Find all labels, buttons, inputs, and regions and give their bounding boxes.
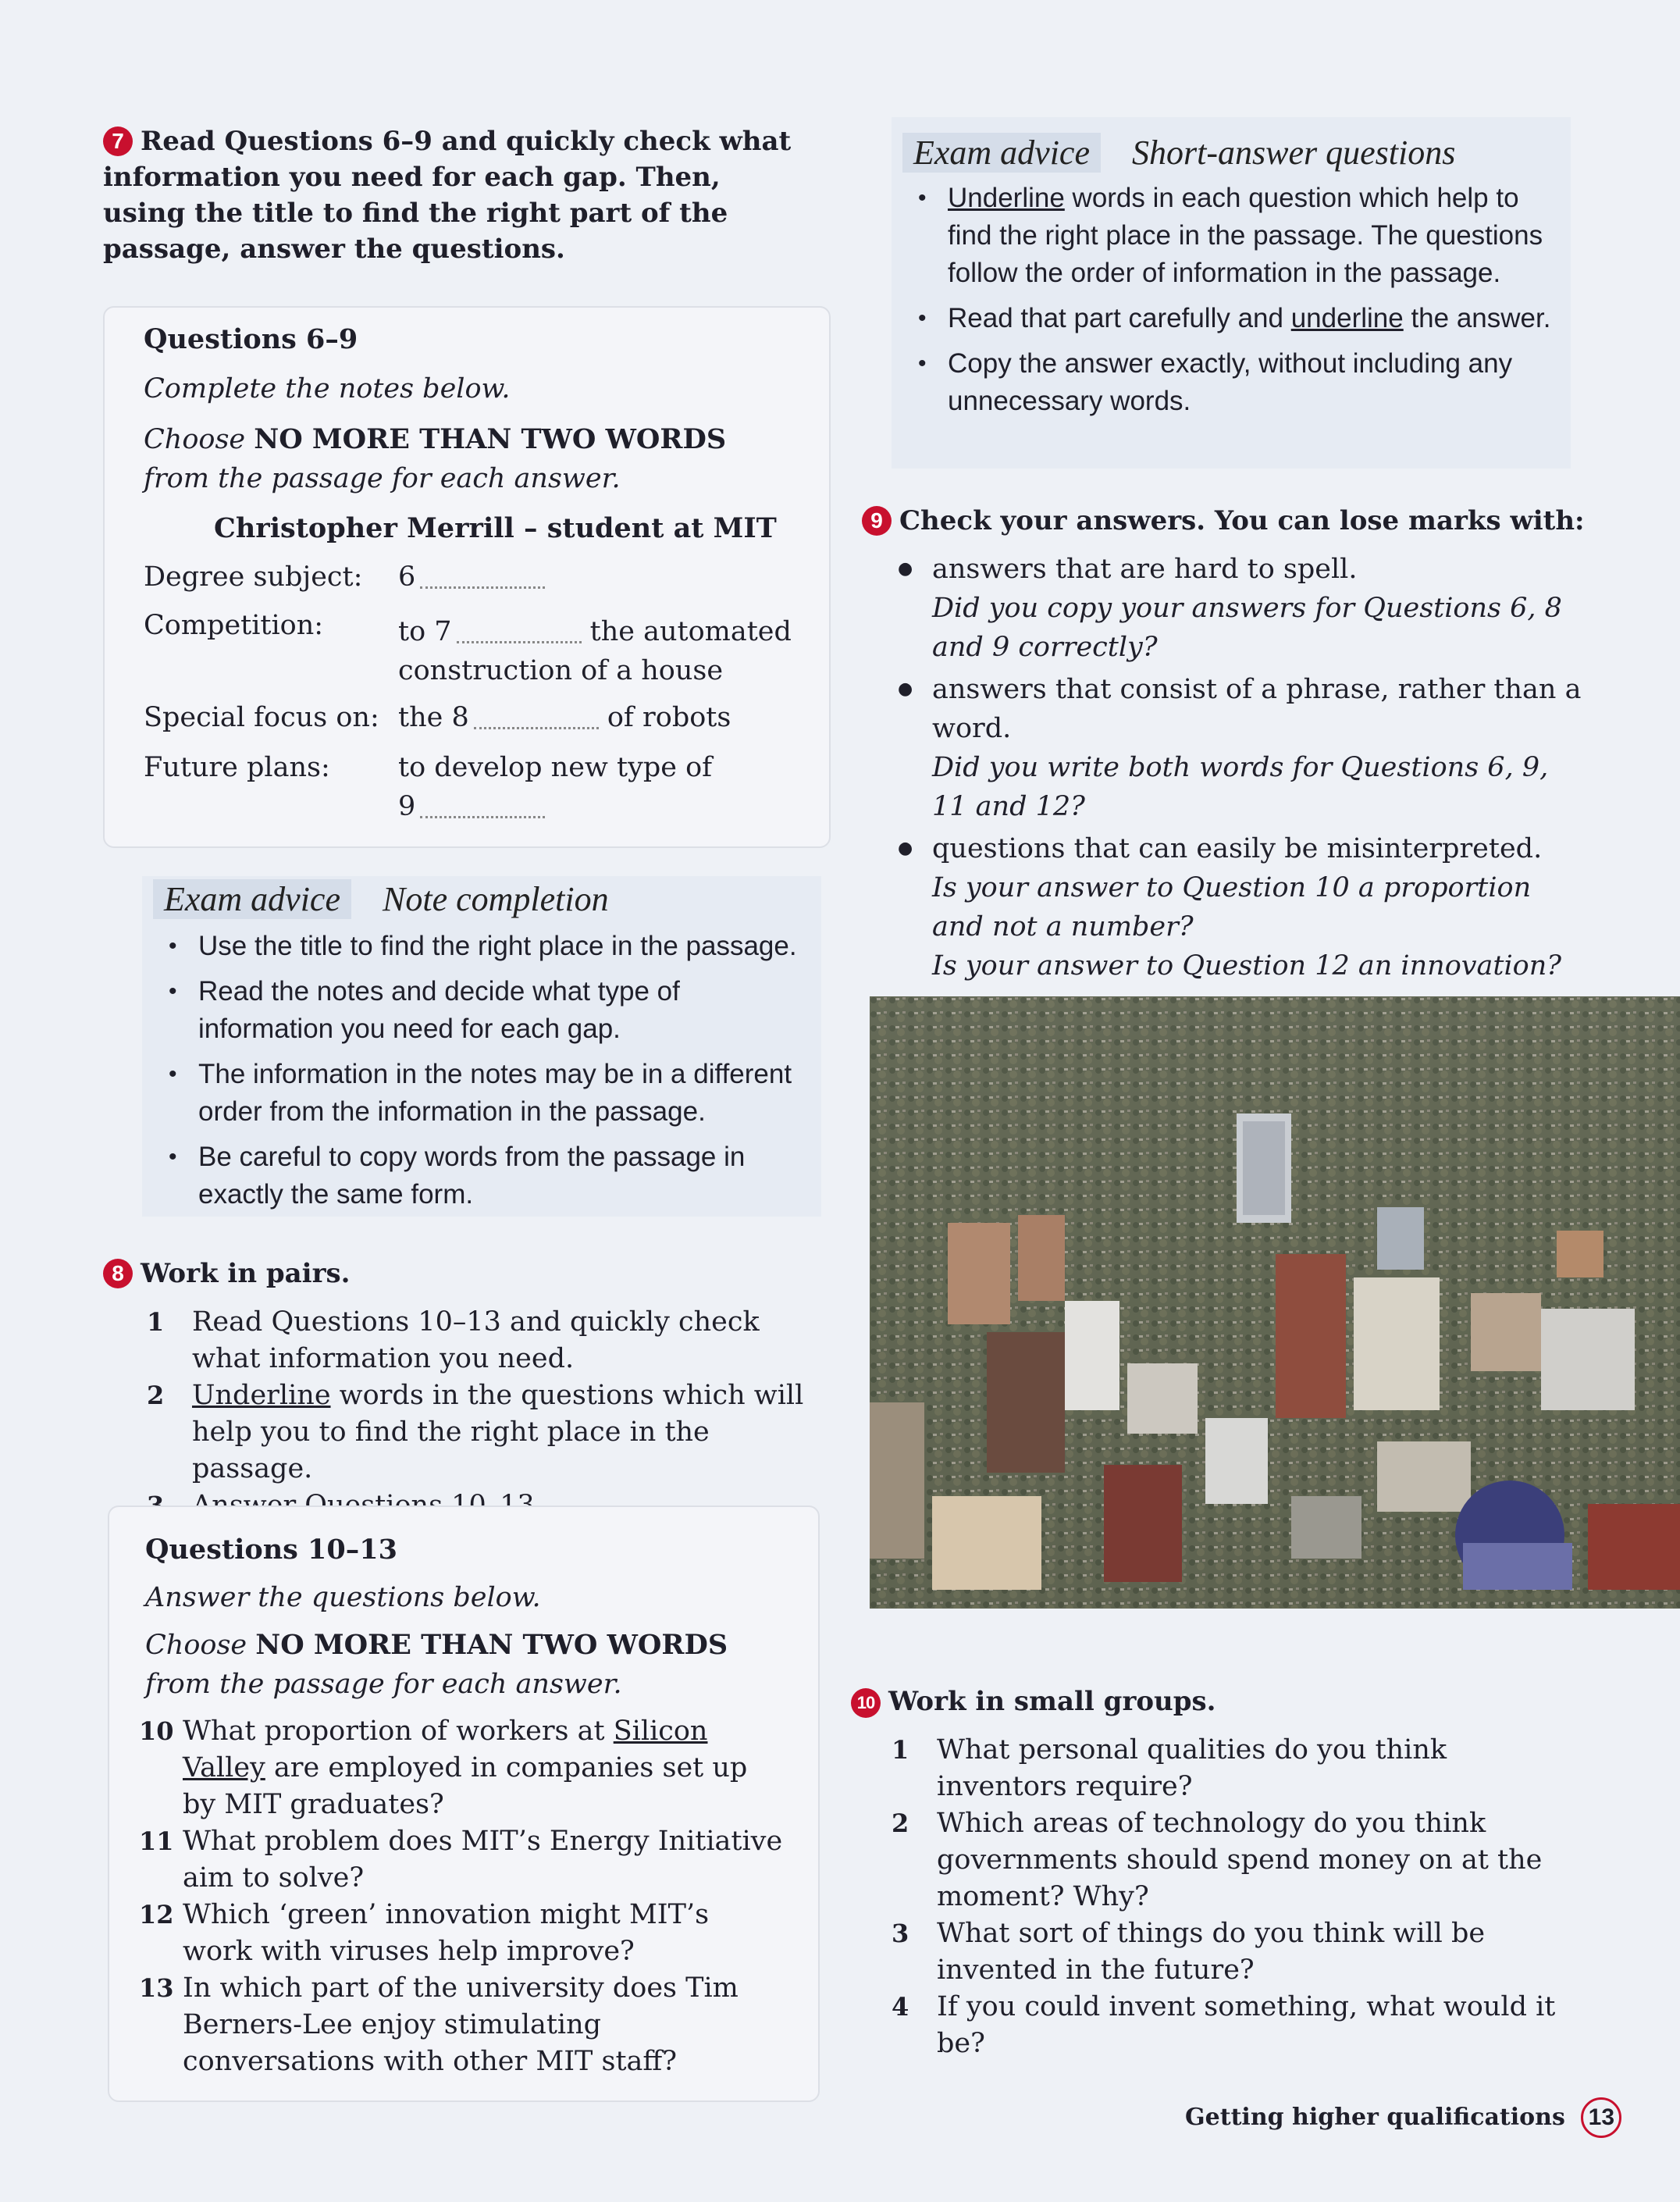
list-item: 2 Which areas of technology do you think governments should spend money on at the moment? Why? [892, 1808, 1543, 1912]
notes-row-focus: Special focus on: [144, 702, 379, 733]
list-item: 1 What personal qualities do you think inventors require? [892, 1734, 1447, 1802]
list-item: 4 If you could invent something, what would it be? [892, 1991, 1556, 2059]
list-item: • Underline words in each question which help to find the right place in the passage. The questions follow the order of information in the passage. [902, 180, 1566, 292]
questions-6-9-box [103, 306, 831, 848]
list-item: ● questions that can easily be misinterpreted. Is your answer to Question 10 a proportion and not a number? Is your answer to Question 12 an innovation? [882, 829, 1585, 985]
question-10: 10 What proportion of workers at Silicon Valley are employed in companies set up by MIT graduates? [139, 1716, 748, 1820]
box-title: Questions 10–13 [145, 1534, 397, 1566]
exam-advice-short-answer [892, 117, 1571, 469]
task-number-badge: 8 [103, 1259, 133, 1288]
task-number-badge: 7 [103, 126, 133, 156]
list-item: • Copy the answer exactly, without including any unnecessary words. [902, 345, 1566, 420]
list-item: 2 Underline words in the questions which will help you to find the right place in the passage. [147, 1380, 804, 1484]
task-9: 9 Check your answers. You can lose marks with: [862, 503, 1585, 539]
task-8-list [137, 1304, 817, 1524]
gap-8: the 8 of robots [398, 702, 731, 733]
task-8: 8 Work in pairs. [103, 1256, 350, 1292]
list-item: • Use the title to find the right place in the passage. [153, 928, 809, 965]
question-13: 13 In which part of the university does Tim Berners-Lee enjoy stimulating conversations with other MIT staff? [139, 1972, 739, 2077]
advice-title: Exam advice Note completion [153, 879, 609, 919]
gap-6: 6 [398, 558, 545, 597]
city-photo-illustration [870, 996, 1680, 1609]
task-10: 10 Work in small groups. [851, 1684, 1216, 1719]
box-instruction-2: Choose NO MORE THAN TWO WORDS from the passage for each answer. [144, 423, 727, 494]
question-11: 11 What problem does MIT’s Energy Initiative aim to solve? [139, 1826, 783, 1894]
notes-row-competition: Competition: [144, 610, 324, 641]
page-number: 13 [1581, 2097, 1621, 2138]
notes-heading: Christopher Merrill – student at MIT [214, 512, 777, 544]
task-7-text: Read Questions 6–9 and quickly check what information you need for each gap. Then, using the title to find the right part of the passage, answer the questions. [103, 126, 792, 265]
footer-title: Getting higher qualifications [1185, 2104, 1565, 2131]
exam-advice-label: Exam advice [153, 879, 351, 919]
box-instruction: Answer the questions below. [145, 1582, 541, 1613]
box-instruction: Complete the notes below. [144, 373, 511, 404]
task-number-badge: 10 [851, 1688, 881, 1718]
page-footer [1185, 2097, 1621, 2138]
exam-advice-label: Exam advice [902, 133, 1101, 173]
list-item: ● answers that are hard to spell. Did you copy your answers for Questions 6, 8 and 9 correctly? [882, 550, 1585, 667]
list-item: • Be careful to copy words from the passage in exactly the same form. [153, 1138, 809, 1213]
task-10-list [882, 1732, 1569, 2062]
answer-gap[interactable] [420, 793, 545, 818]
list-item: • Read the notes and decide what type of information you need for each gap. [153, 973, 809, 1048]
list-item: ● answers that consist of a phrase, rather than a word. Did you write both words for Questions 6, 9, 11 and 12? [882, 670, 1585, 826]
advice-title: Exam advice Short-answer questions [902, 133, 1455, 173]
task-number-badge: 9 [862, 506, 892, 536]
advice-list [902, 180, 1566, 428]
task-9-list [882, 550, 1585, 985]
list-item: • Read that part carefully and underline the answer. [902, 300, 1566, 337]
answer-gap[interactable] [474, 704, 599, 729]
gap-7: to 7 the automated construction of a house [398, 616, 792, 686]
exam-advice-note-completion [142, 876, 821, 1217]
city-aerial-photo [870, 996, 1680, 1609]
notes-row-future: Future plans: [144, 752, 330, 783]
task-7 [103, 123, 806, 267]
list-item: • The information in the notes may be in a different order from the information in the passage. [153, 1056, 809, 1131]
answer-gap[interactable] [457, 618, 582, 643]
box-title: Questions 6–9 [144, 323, 358, 355]
questions-list [139, 1713, 787, 2080]
advice-list [153, 928, 809, 1221]
list-item: 3 What sort of things do you think will be invented in the future? [892, 1918, 1486, 1986]
notes-row-degree: Degree subject: [144, 561, 363, 593]
list-item: 1 Read Questions 10–13 and quickly check what information you need. [147, 1306, 760, 1374]
gap-9: to develop new type of 9 [398, 752, 713, 822]
box-instruction-2: Choose NO MORE THAN TWO WORDS from the passage for each answer. [145, 1629, 728, 1700]
question-12: 12 Which ‘green’ innovation might MIT’s work with viruses help improve? [139, 1899, 710, 1967]
questions-10-13-box [108, 1505, 820, 2102]
answer-gap[interactable] [420, 563, 545, 589]
